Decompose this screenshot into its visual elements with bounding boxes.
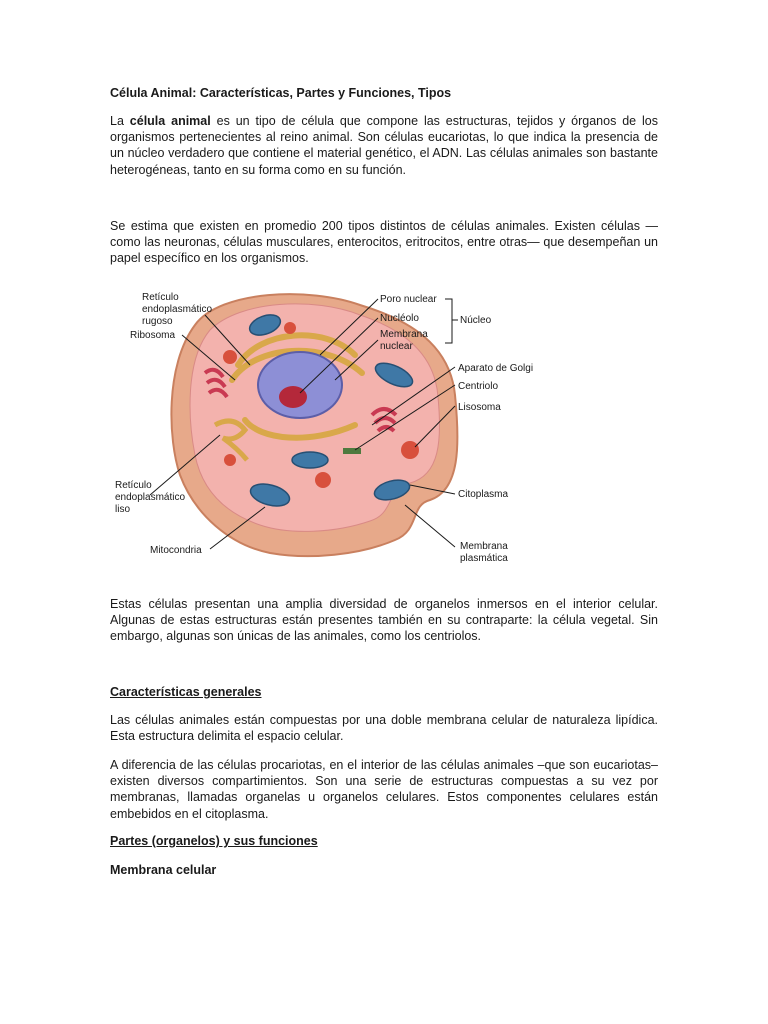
label-nucleo: Núcleo <box>460 315 492 326</box>
paragraph-cell-types: Se estima que existen en promedio 200 tipos distintos de células animales. Existen células — como las neuronas, células musculares, enterocitos, eritrocitos, entre otras— que desempeñan un papel específico en los organismos. <box>110 219 658 266</box>
lysosome-4 <box>284 322 296 334</box>
document-title: Célula Animal: Características, Partes y Funciones, Tipos <box>110 86 452 100</box>
nucleus-shape <box>258 352 342 418</box>
label-lisosoma: Lisosoma <box>458 402 501 413</box>
animal-cell-diagram <box>110 285 550 575</box>
label-centriolo: Centriolo <box>458 381 499 392</box>
nucleolus-shape <box>279 386 307 408</box>
heading-general-characteristics: Características generales <box>110 685 262 699</box>
lysosome-2 <box>401 441 419 459</box>
label-ser-1: Retículo <box>115 480 152 491</box>
heading-cell-membrane: Membrana celular <box>110 863 217 877</box>
intro-prefix: La <box>110 114 130 128</box>
label-membrana-nuclear-2: nuclear <box>380 341 413 352</box>
mitochondrion-3 <box>292 452 328 468</box>
paragraph-compartments: A diferencia de las células procariotas, en el interior de las células animales –que son eucariotas– existen diversos compartimientos. Son una serie de estructuras compuestas a su vez por membranas, llamadas organelas u organelos celulares. Estos componentes celulares están embebidos en el citoplasma. <box>110 758 658 821</box>
label-rer-1: Retículo <box>142 292 179 303</box>
paragraph-organelles: Estas células presentan una amplia diversidad de organelos inmersos en el interior celular. Algunas de estas estructuras están presentes también en su contraparte: la célula vegetal. Sin embargo, algunas son únicas de las animales, como los centriolos. <box>110 597 658 644</box>
label-ribosoma: Ribosoma <box>130 330 176 341</box>
label-mitocondria: Mitocondria <box>150 545 202 556</box>
lysosome-3 <box>315 472 331 488</box>
intro-bold-term: célula animal <box>129 114 211 128</box>
heading-parts-functions: Partes (organelos) y sus funciones <box>110 834 318 848</box>
label-citoplasma: Citoplasma <box>458 489 509 500</box>
label-poro-nuclear: Poro nuclear <box>380 294 437 305</box>
cell-diagram-svg <box>110 285 550 575</box>
label-membrana-plasm-2: plasmática <box>460 553 508 564</box>
label-golgi: Aparato de Golgi <box>458 363 534 374</box>
label-ser-2: endoplasmático <box>115 492 186 503</box>
lysosome-1 <box>223 350 237 364</box>
paragraph-double-membrane: Las células animales están compuestas por una doble membrana celular de naturaleza lipídica. Esta estructura delimita el espacio celular. <box>110 713 658 744</box>
intro-paragraph <box>110 113 658 178</box>
label-ser-3: liso <box>115 504 131 515</box>
label-rer-2: endoplasmático <box>142 304 213 315</box>
intro-rest: es un tipo de célula que compone las estructuras, tejidos y órganos de los organismos pertenecientes al reino animal. Son células eucariotas, lo que indica la presencia de un núcleo verdadero que contiene el material genético, el ADN. Las células animales son bastante heterogéneas, tanto en su forma como en su función. <box>110 114 658 177</box>
centriole-shape <box>343 448 361 454</box>
label-membrana-nuclear-1: Membrana <box>380 329 428 340</box>
label-nucleolo: Nucléolo <box>380 313 419 324</box>
label-membrana-plasm-1: Membrana <box>460 541 508 552</box>
label-rer-3: rugoso <box>142 316 173 327</box>
lysosome-5 <box>224 454 236 466</box>
